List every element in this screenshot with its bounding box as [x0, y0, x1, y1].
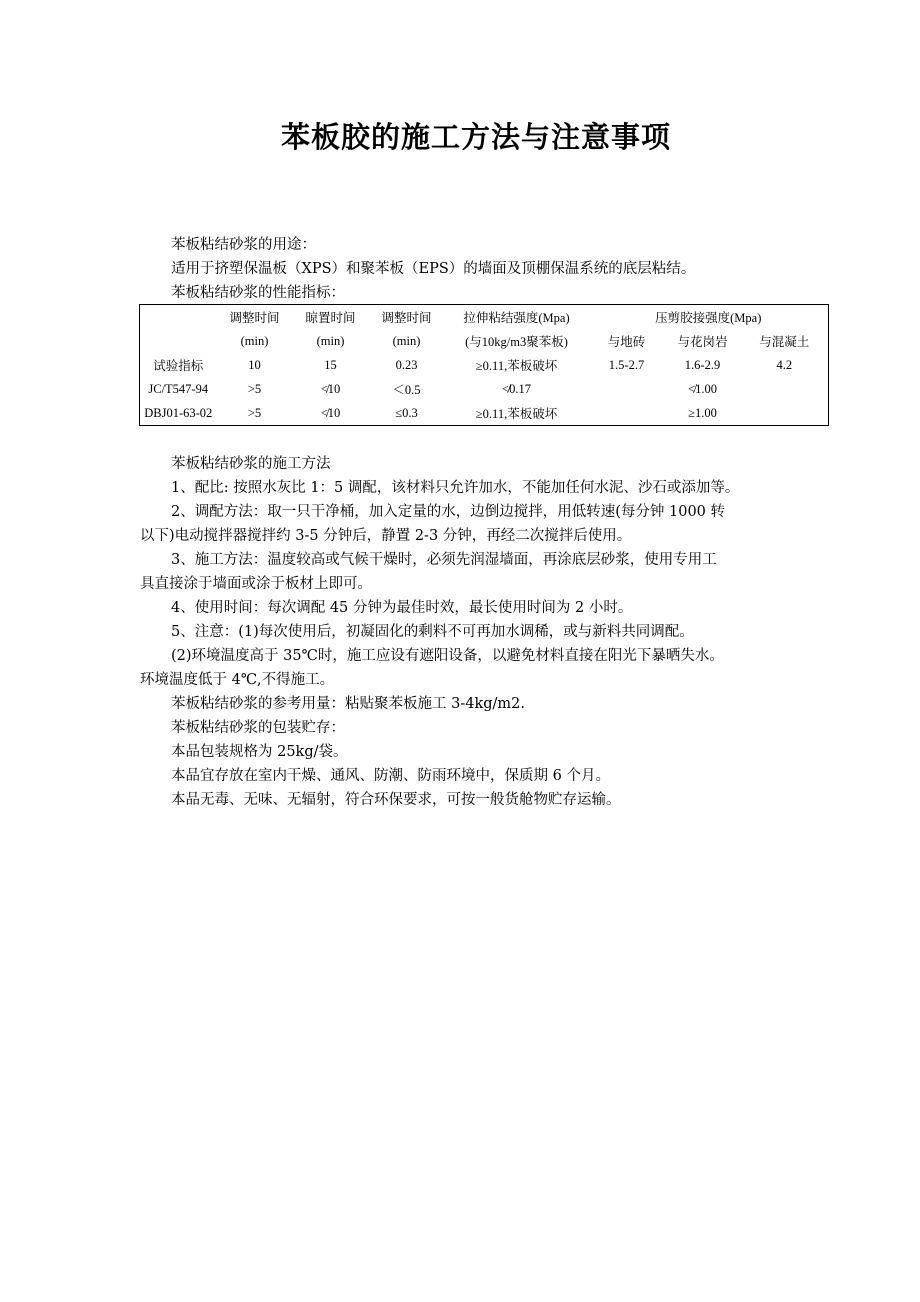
table-cell: 1.5-2.7: [608, 357, 645, 372]
table-cell: >5: [247, 381, 262, 396]
method-step-5-note: (2)环境温度高于 35℃时，施工应设有遮阳设备，以避免材料直接在阳光下暴晒失水。: [171, 648, 724, 664]
method-step-3-cont: 具直接涂于墙面或涂于板材上即可。: [140, 576, 372, 592]
table-header-cell: (min): [240, 333, 269, 348]
performance-heading: 苯板粘结砂浆的性能指标：: [171, 285, 345, 301]
table-header-cell: [140, 305, 217, 330]
table-header-row: [140, 329, 829, 353]
table-header-cell: [140, 329, 217, 353]
table-cell: [741, 401, 829, 426]
table-cell: 1.6-2.9: [684, 357, 721, 372]
table-header-cell: 与地砖: [607, 335, 646, 349]
table-cell: DBJ01-63-02: [144, 405, 213, 420]
method-step-4: 4、使用时间：每次调配 45 分钟为最佳时效，最长使用时间为 2 小时。: [171, 600, 633, 616]
method-step-2: 2、调配方法：取一只干净桶，加入定量的水，边倒边搅拌，用低转速(每分钟 1000 转: [171, 504, 725, 520]
method-heading: 苯板粘结砂浆的施工方法: [171, 456, 331, 472]
table-header-cell: 与混凝土: [759, 335, 810, 349]
table-cell: 4.2: [776, 357, 793, 372]
performance-table: [139, 304, 829, 426]
table-header-row: [140, 305, 829, 330]
table-cell: ≮10: [320, 381, 341, 396]
table-cell: JC/T547-94: [148, 381, 209, 396]
table-row: [140, 377, 829, 401]
table-cell: ≮1.00: [688, 381, 717, 396]
table-cell: 15: [324, 357, 337, 372]
table-header-cell: 压剪胶接强度(Mpa): [655, 311, 762, 325]
usage-text: 适用于挤塑保温板（XPS）和聚苯板（EPS）的墙面及顶棚保温系统的底层粘结。: [171, 261, 696, 277]
table-header-cell: 调整时间: [381, 311, 432, 325]
table-cell: [589, 401, 665, 426]
table-header-cell: (min): [316, 333, 345, 348]
table-cell: [741, 377, 829, 401]
storage-line-2: 本品宜存放在室内干燥、通风、防潮、防雨环境中，保质期 6 个月。: [171, 768, 610, 784]
table-header-cell: 与花岗岩: [677, 335, 728, 349]
table-cell: [589, 377, 665, 401]
table-header-cell: 调整时间: [229, 311, 280, 325]
table-cell: 10: [248, 357, 261, 372]
usage-amount: 苯板粘结砂浆的参考用量：粘贴聚苯板施工 3-4kg/m2.: [171, 696, 525, 712]
table-cell: ≮0.17: [502, 381, 531, 396]
method-step-2-cont: 以下)电动搅拌器搅拌约 3-5 分钟后，静置 2-3 分钟，再经二次搅拌后使用。: [140, 528, 632, 544]
table-header-cell: (与10kg/m3聚苯板): [465, 335, 568, 349]
table-cell: 试验指标: [153, 359, 204, 373]
method-step-5-note-cont: 环境温度低于 4℃,不得施工。: [140, 672, 335, 688]
page-title: 苯板胶的施工方法与注意事项: [280, 120, 671, 154]
table-cell: ≥0.11,苯板破坏: [475, 407, 558, 421]
storage-heading: 苯板粘结砂浆的包装贮存：: [171, 720, 345, 736]
table-header-cell: (min): [392, 333, 421, 348]
method-step-3: 3、施工方法：温度较高或气候干燥时，必须先润湿墙面，再涂底层砂浆，使用专用工: [171, 552, 717, 568]
storage-line-3: 本品无毒、无味、无辐射，符合环保要求，可按一般货舱物贮存运输。: [171, 792, 621, 808]
table-header-cell: 拉伸粘结强度(Mpa): [463, 311, 570, 325]
table-row: [140, 353, 829, 377]
usage-heading: 苯板粘结砂浆的用途：: [171, 237, 316, 253]
table-cell: ≮10: [320, 405, 341, 420]
table-row: [140, 401, 829, 426]
method-step-1: 1、配比: 按照水灰比 1：5 调配，该材料只允许加水，不能加任何水泥、沙石或添加等。: [171, 480, 740, 496]
table-header-cell: 晾置时间: [305, 311, 356, 325]
table-cell: ＜0.5: [392, 383, 421, 397]
table-cell: >5: [247, 405, 262, 420]
method-step-5: 5、注意：(1)每次使用后，初凝固化的剩料不可再加水调稀，或与新料共同调配。: [171, 624, 694, 640]
storage-line-1: 本品包装规格为 25kg/袋。: [171, 744, 348, 760]
table-cell: 0.23: [395, 357, 418, 372]
table-cell: ≥0.11,苯板破坏: [475, 359, 558, 373]
table-cell: ≥1.00: [688, 405, 717, 420]
table-cell: ≤0.3: [395, 405, 418, 420]
